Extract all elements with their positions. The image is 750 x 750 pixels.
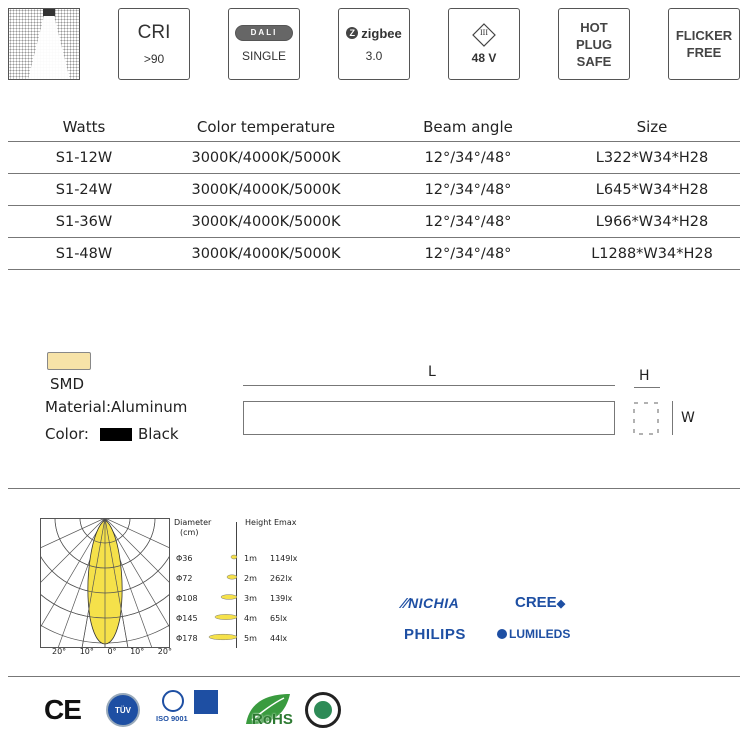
- nichia-text: NICHIA: [408, 595, 460, 611]
- col-size: Size: [564, 112, 740, 142]
- color-label: Color:: [45, 425, 89, 443]
- table-row: [8, 238, 740, 270]
- lumileds-text: LUMILEDS: [509, 627, 571, 641]
- ce-mark: CE: [44, 694, 81, 725]
- cell-watts: S1-24W: [8, 174, 160, 206]
- dim-w-line: [672, 401, 673, 435]
- cell-color-temp: 3000K/4000K/5000K: [160, 142, 372, 174]
- lux-label: 262lx: [270, 574, 293, 583]
- cell-beam: 12°/34°/48°: [372, 142, 564, 174]
- lumileds-mark-icon: [497, 629, 507, 639]
- cell-beam: 12°/34°/48°: [372, 206, 564, 238]
- dali-logo: DALI: [235, 25, 293, 41]
- hotplug-line1: HOT: [580, 19, 608, 35]
- class3-diamond-icon: [472, 23, 496, 47]
- philips-logo: PHILIPS: [404, 626, 466, 643]
- cell-beam: 12°/34°/48°: [372, 238, 564, 270]
- lux-label: 139lx: [270, 594, 293, 603]
- col-beam-angle: Beam angle: [372, 112, 564, 142]
- divider: [8, 676, 740, 677]
- dia-label: Φ145: [176, 614, 198, 623]
- height-label: 5m: [244, 634, 257, 643]
- dia-label: Φ178: [176, 634, 198, 643]
- dim-h-label: H: [639, 368, 650, 384]
- cree-logo: [515, 594, 565, 611]
- dia-label: Φ72: [176, 574, 193, 583]
- flicker-line2: FREE: [686, 45, 722, 60]
- angle-label: 10°: [79, 647, 94, 656]
- nichia-logo: [402, 595, 459, 612]
- col-watts: Watts: [8, 112, 160, 142]
- cell-color-temp: 3000K/4000K/5000K: [160, 206, 372, 238]
- cree-text: CREE: [515, 594, 557, 611]
- beam-icon: [8, 8, 80, 80]
- height-label: 4m: [244, 614, 257, 623]
- table-row: [8, 142, 740, 174]
- cri-value: >90: [143, 52, 165, 66]
- cnas-badge: [194, 690, 218, 714]
- cell-watts: S1-36W: [8, 206, 160, 238]
- dia-label: Φ36: [176, 554, 193, 563]
- green-seal-logo: [305, 692, 341, 728]
- height-label: 3m: [244, 594, 257, 603]
- divider: [8, 488, 740, 489]
- cell-watts: S1-48W: [8, 238, 160, 270]
- iso-text: ISO 9001: [156, 714, 188, 723]
- angle-label: 0°: [107, 647, 117, 656]
- cree-mark-icon: ◆: [556, 598, 566, 610]
- zigbee-icon: Z: [346, 27, 358, 39]
- col-color-temperature: Color temperature: [160, 112, 372, 142]
- material-text: Material:Aluminum: [45, 398, 188, 416]
- height-title: Height Emax: [245, 518, 297, 527]
- lux-label: 1149lx: [270, 554, 298, 563]
- cell-color-temp: 3000K/4000K/5000K: [160, 174, 372, 206]
- fixture-section: [633, 402, 659, 435]
- dali-badge: [228, 8, 300, 80]
- chip-type: SMD: [50, 375, 85, 393]
- rohs-text: RoHS: [252, 711, 293, 728]
- dim-h-line: [634, 387, 660, 388]
- cell-size: L645*W34*H28: [564, 174, 740, 206]
- diameter-unit: (cm): [180, 528, 199, 537]
- tuv-logo: [106, 693, 140, 727]
- cell-beam: 12°/34°/48°: [372, 174, 564, 206]
- fixture-body: [243, 401, 615, 435]
- zigbee-badge: [338, 8, 410, 80]
- angle-axis: [52, 647, 172, 656]
- class3-badge: [448, 8, 520, 80]
- hotplug-line2: PLUG: [575, 36, 613, 52]
- table-row: [8, 206, 740, 238]
- lux-label: 65lx: [270, 614, 288, 623]
- hotplug-badge: [558, 8, 630, 80]
- seal-inner-icon: [314, 701, 332, 719]
- zigbee-logo: zigbee: [361, 25, 402, 41]
- diameter-title: Diameter: [174, 518, 212, 527]
- height-label: 1m: [244, 554, 257, 563]
- nichia-mark-icon: ⁄⁄: [402, 595, 409, 612]
- class3-roman: III: [480, 28, 488, 37]
- cell-color-temp: 3000K/4000K/5000K: [160, 238, 372, 270]
- cri-label: CRI: [137, 22, 171, 43]
- rohs-logo: [240, 690, 298, 730]
- angle-label: 20°: [157, 647, 172, 656]
- angle-label: 10°: [130, 647, 145, 656]
- dali-value: SINGLE: [241, 49, 286, 63]
- cell-size: L322*W34*H28: [564, 142, 740, 174]
- zigbee-value: 3.0: [365, 48, 383, 63]
- color-swatch: [100, 428, 132, 441]
- flicker-line1: FLICKER: [675, 28, 733, 43]
- spec-table: [8, 112, 740, 270]
- spot-ellipses: [206, 550, 238, 650]
- iso-logo: [156, 690, 226, 730]
- class3-voltage: 48 V: [471, 51, 497, 65]
- cri-badge: [118, 8, 190, 80]
- dim-l-line: [243, 385, 615, 386]
- iso-globe-icon: [162, 690, 184, 712]
- color-value: Black: [138, 425, 179, 443]
- cell-size: L1288*W34*H28: [564, 238, 740, 270]
- polar-light-chart: [40, 518, 170, 648]
- table-row: [8, 174, 740, 206]
- dia-label: Φ108: [176, 594, 198, 603]
- flicker-badge: [668, 8, 740, 80]
- cell-size: L966*W34*H28: [564, 206, 740, 238]
- angle-label: 20°: [52, 647, 67, 656]
- dim-l-label: L: [428, 364, 436, 380]
- lumileds-logo: [497, 627, 570, 641]
- dim-w-label: W: [681, 410, 695, 426]
- hotplug-line3: SAFE: [576, 53, 612, 69]
- height-label: 2m: [244, 574, 257, 583]
- lux-label: 44lx: [270, 634, 288, 643]
- cell-watts: S1-12W: [8, 142, 160, 174]
- tuv-text: TÜV: [115, 705, 131, 715]
- smd-chip-icon: [47, 352, 91, 370]
